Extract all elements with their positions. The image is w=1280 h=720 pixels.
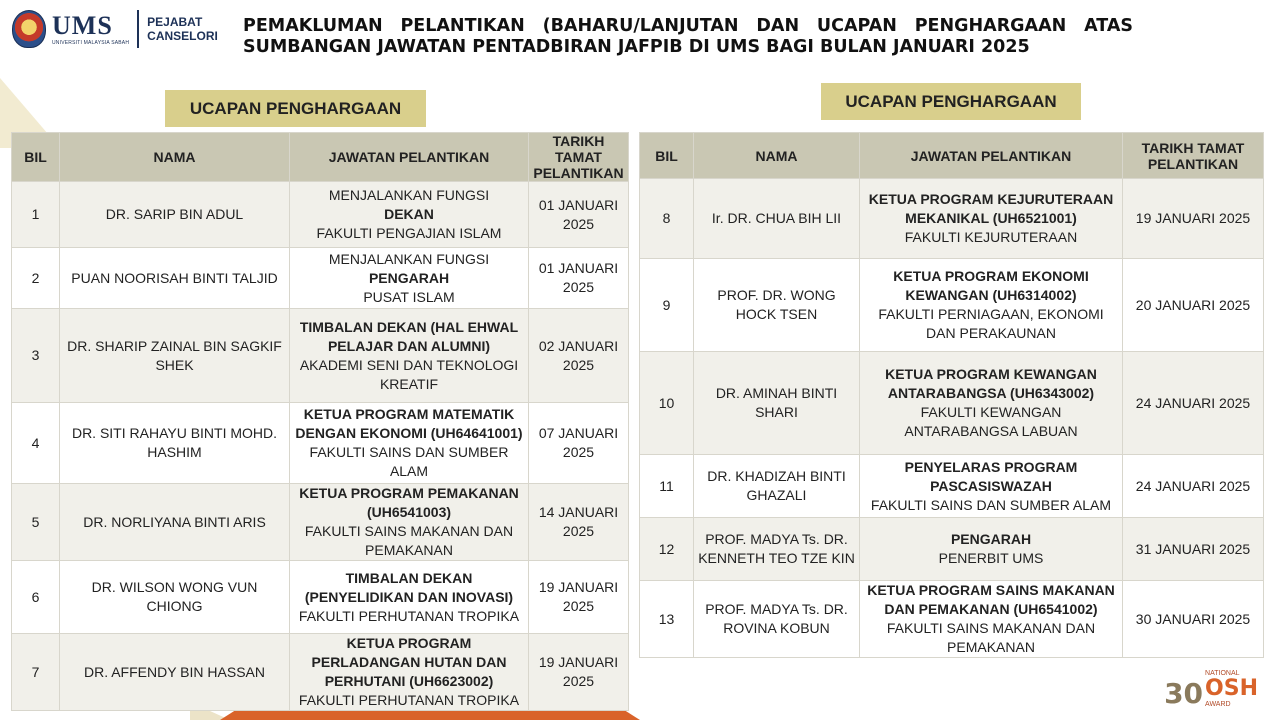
- cell-nama: PROF. MADYA Ts. DR. ROVINA KOBUN: [694, 581, 860, 658]
- jawatan-unit: FAKULTI SAINS MAKANAN DAN PEMAKANAN: [886, 620, 1096, 655]
- cell-jawatan: [860, 179, 1123, 259]
- header-tarikh: TARIKH TAMAT PELANTIKAN: [529, 133, 629, 182]
- jawatan-title: KETUA PROGRAM KEWANGAN ANTARABANGSA (UH6343002): [885, 366, 1097, 401]
- table-header-row: [640, 133, 1264, 179]
- table-row: [12, 309, 629, 403]
- cell-jawatan: [860, 259, 1123, 352]
- appointments-table-left: [11, 132, 629, 711]
- cell-nama: DR. AMINAH BINTI SHARI: [694, 352, 860, 455]
- cell-nama: PROF. MADYA Ts. DR. KENNETH TEO TZE KIN: [694, 518, 860, 581]
- cell-bil: 13: [640, 581, 694, 658]
- header-tarikh: TARIKH TAMAT PELANTIKAN: [1123, 133, 1264, 179]
- jawatan-unit: PENERBIT UMS: [938, 550, 1044, 566]
- cell-tarikh: 19 JANUARI 2025: [1123, 179, 1264, 259]
- cell-bil: 5: [12, 484, 60, 561]
- jawatan-title: KETUA PROGRAM PEMAKANAN (UH6541003): [299, 485, 519, 520]
- header-jawatan: JAWATAN PELANTIKAN: [860, 133, 1123, 179]
- cell-jawatan: [860, 581, 1123, 658]
- cell-tarikh: 20 JANUARI 2025: [1123, 259, 1264, 352]
- cell-nama: DR. KHADIZAH BINTI GHAZALI: [694, 455, 860, 518]
- jawatan-title: PENYELARAS PROGRAM PASCASISWAZAH: [904, 458, 1078, 494]
- section-heading-right: UCAPAN PENGHARGAAN: [821, 83, 1081, 120]
- table-row: [640, 455, 1264, 518]
- jawatan-unit: FAKULTI SAINS DAN SUMBER ALAM: [870, 496, 1112, 513]
- cell-jawatan: [860, 518, 1123, 581]
- jawatan-title: KETUA PROGRAM EKONOMI KEWANGAN (UH6314002): [893, 268, 1089, 303]
- jawatan-prefix: MENJALANKAN FUNGSI: [328, 250, 490, 267]
- jawatan-prefix: MENJALANKAN FUNGSI: [328, 187, 490, 203]
- cell-nama: DR. WILSON WONG VUN CHIONG: [60, 561, 290, 634]
- office-line-1: PEJABAT: [147, 15, 203, 29]
- table-header-row: [12, 133, 629, 182]
- jawatan-title: PENGARAH: [368, 269, 450, 286]
- cell-nama: DR. NORLIYANA BINTI ARIS: [60, 484, 290, 561]
- cell-tarikh: 30 JANUARI 2025: [1123, 581, 1264, 658]
- header-nama: NAMA: [694, 133, 860, 179]
- cell-tarikh: 24 JANUARI 2025: [1123, 455, 1264, 518]
- osh-number: 30: [1164, 677, 1204, 710]
- table-row: [12, 248, 629, 309]
- jawatan-title: KETUA PROGRAM KEJURUTERAAN MEKANIKAL (UH6521001): [868, 191, 1114, 226]
- osh-label-bottom: AWARD: [1205, 701, 1231, 708]
- jawatan-unit: PUSAT ISLAM: [363, 288, 455, 305]
- cell-tarikh: 01 JANUARI 2025: [529, 182, 629, 248]
- jawatan-title: PENGARAH: [950, 531, 1032, 547]
- jawatan-title: KETUA PROGRAM PERLADANGAN HUTAN DAN PERHUTANI (UH6623002): [311, 635, 507, 689]
- cell-nama: DR. AFFENDY BIN HASSAN: [60, 634, 290, 711]
- jawatan-unit: FAKULTI PENGAJIAN ISLAM: [316, 225, 502, 241]
- cell-bil: 11: [640, 455, 694, 518]
- jawatan-unit: FAKULTI KEWANGAN ANTARABANGSA LABUAN: [904, 404, 1078, 439]
- jawatan-title: KETUA PROGRAM MATEMATIK DENGAN EKONOMI (UH64641001): [295, 406, 523, 441]
- cell-jawatan: [290, 634, 529, 711]
- jawatan-unit: FAKULTI PERNIAGAAN, EKONOMI DAN PERAKAUNAN: [878, 306, 1104, 341]
- cell-nama: PROF. DR. WONG HOCK TSEN: [694, 259, 860, 352]
- cell-bil: 4: [12, 403, 60, 484]
- cell-nama: Ir. DR. CHUA BIH LII: [694, 179, 860, 259]
- table-row: [12, 634, 629, 711]
- cell-nama: DR. SHARIP ZAINAL BIN SAGKIF SHEK: [60, 309, 290, 403]
- table-row: [12, 561, 629, 634]
- cell-bil: 1: [12, 182, 60, 248]
- appointments-table-right: [639, 132, 1264, 658]
- header-bil: BIL: [12, 133, 60, 182]
- jawatan-title: DEKAN: [384, 206, 434, 222]
- jawatan-unit: FAKULTI PERHUTANAN TROPIKA: [298, 692, 520, 708]
- cell-jawatan: [290, 309, 529, 403]
- osh-award-logo: [1164, 670, 1258, 708]
- jawatan-unit: FAKULTI PERHUTANAN TROPIKA: [298, 607, 520, 624]
- page-title: PEMAKLUMAN PELANTIKAN (BAHARU/LANJUTAN DAN UCAPAN PENGHARGAAN ATAS SUMBANGAN JAWATAN PENTADBIRAN JAFPIB DI UMS BAGI BULAN JANUARI 2025: [243, 16, 1133, 57]
- cell-bil: 3: [12, 309, 60, 403]
- table-row: [640, 179, 1264, 259]
- cell-tarikh: 31 JANUARI 2025: [1123, 518, 1264, 581]
- cell-bil: 9: [640, 259, 694, 352]
- cell-bil: 7: [12, 634, 60, 711]
- cell-tarikh: 19 JANUARI 2025: [529, 634, 629, 711]
- jawatan-title: KETUA PROGRAM SAINS MAKANAN DAN PEMAKANAN (UH6541002): [867, 582, 1115, 617]
- jawatan-unit: FAKULTI SAINS MAKANAN DAN PEMAKANAN: [304, 523, 514, 558]
- logo-subtext: UNIVERSITI MALAYSIA SABAH: [52, 39, 130, 46]
- cell-tarikh: 01 JANUARI 2025: [529, 248, 629, 309]
- table-row: [640, 352, 1264, 455]
- jawatan-unit: FAKULTI SAINS DAN SUMBER ALAM: [309, 444, 509, 479]
- table-row: [12, 182, 629, 248]
- cell-bil: 8: [640, 179, 694, 259]
- table-row: [640, 518, 1264, 581]
- cell-tarikh: 19 JANUARI 2025: [529, 561, 629, 634]
- jawatan-unit: AKADEMI SENI DAN TEKNOLOGI KREATIF: [299, 356, 519, 392]
- jawatan-unit: FAKULTI KEJURUTERAAN: [904, 229, 1078, 245]
- table-row: [12, 403, 629, 484]
- section-heading-left: UCAPAN PENGHARGAAN: [165, 90, 426, 127]
- cell-jawatan: [290, 182, 529, 248]
- cell-jawatan: [290, 561, 529, 634]
- header-bil: BIL: [640, 133, 694, 179]
- ums-logo: [12, 10, 218, 48]
- table-row: [12, 484, 629, 561]
- osh-word: OSH: [1205, 676, 1258, 701]
- office-line-2: CANSELORI: [147, 29, 218, 43]
- cell-tarikh: 24 JANUARI 2025: [1123, 352, 1264, 455]
- cell-bil: 10: [640, 352, 694, 455]
- cell-bil: 12: [640, 518, 694, 581]
- cell-nama: DR. SITI RAHAYU BINTI MOHD. HASHIM: [60, 403, 290, 484]
- cell-tarikh: 07 JANUARI 2025: [529, 403, 629, 484]
- office-name: [147, 15, 218, 43]
- cell-jawatan: [860, 455, 1123, 518]
- header-jawatan: JAWATAN PELANTIKAN: [290, 133, 529, 182]
- cell-jawatan: [290, 248, 529, 309]
- table-row: [640, 259, 1264, 352]
- cell-bil: 6: [12, 561, 60, 634]
- ums-crest-icon: [12, 10, 46, 48]
- cell-tarikh: 14 JANUARI 2025: [529, 484, 629, 561]
- cell-bil: 2: [12, 248, 60, 309]
- osh-label-top: NATIONAL: [1205, 670, 1240, 677]
- cell-jawatan: [290, 403, 529, 484]
- jawatan-title: TIMBALAN DEKAN (HAL EHWAL PELAJAR DAN ALUMNI): [299, 318, 519, 354]
- logo-divider: [137, 10, 139, 48]
- cell-nama: DR. SARIP BIN ADUL: [60, 182, 290, 248]
- cell-jawatan: [860, 352, 1123, 455]
- logo-text: UMS: [52, 10, 113, 40]
- cell-nama: PUAN NOORISAH BINTI TALJID: [60, 248, 290, 309]
- jawatan-title: TIMBALAN DEKAN (PENYELIDIKAN DAN INOVASI): [304, 569, 514, 605]
- cell-tarikh: 02 JANUARI 2025: [529, 309, 629, 403]
- table-row: [640, 581, 1264, 658]
- header-nama: NAMA: [60, 133, 290, 182]
- cell-jawatan: [290, 484, 529, 561]
